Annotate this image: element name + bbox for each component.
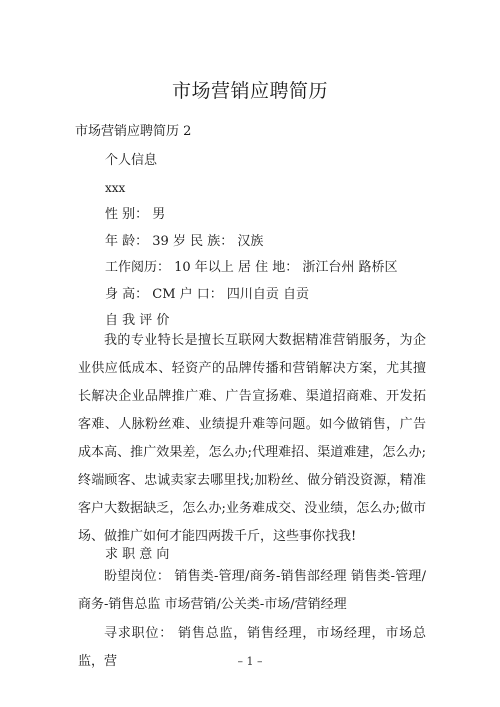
field-experience-residence: 工作阅历： 10 年以上 居 住 地： 浙江台州 路桥区: [105, 260, 398, 275]
applicant-name: xxx: [105, 181, 126, 195]
page-number: – 1 –: [237, 655, 263, 668]
field-gender: 性 别： 男: [105, 207, 166, 222]
self-evaluation-text: 我的专业特长是擅长互联网大数据精准营销服务，为企业供应低成本、轻资产的品牌传播和营销解决方案，尤其擅长解决企业品牌推广难、广告宣扬难、渠道招商难、开发拓客难、人脉粉丝难、业绩提升难等问题。如今做销售，广告成本高、推广效果差，怎么办;代理难招、渠道难建，怎么办;终端顾客、忠诚卖家去哪里找;加粉丝、做分销没资源，精准客户大数据缺乏，怎么办;业务难成交、没业绩，怎么办;做市场、做推广如何才能四两拨千斤，这些事你找我!: [78, 333, 426, 544]
document-title: 市场营销应聘简历: [171, 80, 328, 102]
desired-positions: 盼望岗位： 销售类-管理/商务-销售部经理 销售类-管理/商务-销售总监 市场营销/公关类-市场/营销经理: [78, 569, 426, 612]
section-heading-personal-info: 个人信息: [105, 153, 158, 168]
section-heading-self-evaluation: 自 我 评 价: [105, 313, 170, 328]
field-age-ethnicity: 年 龄： 39 岁 民 族： 汉族: [105, 234, 264, 249]
field-height-hukou: 身 高： CM 户 口： 四川自贡 自贡: [105, 287, 310, 302]
section-heading-job-intent: 求 职 意 向: [105, 547, 170, 562]
seeking-positions: 寻求职位： 销售总监，销售经理，市场经理，市场总监，营: [78, 626, 426, 669]
document-subtitle: 市场营销应聘简历 2: [75, 124, 192, 139]
